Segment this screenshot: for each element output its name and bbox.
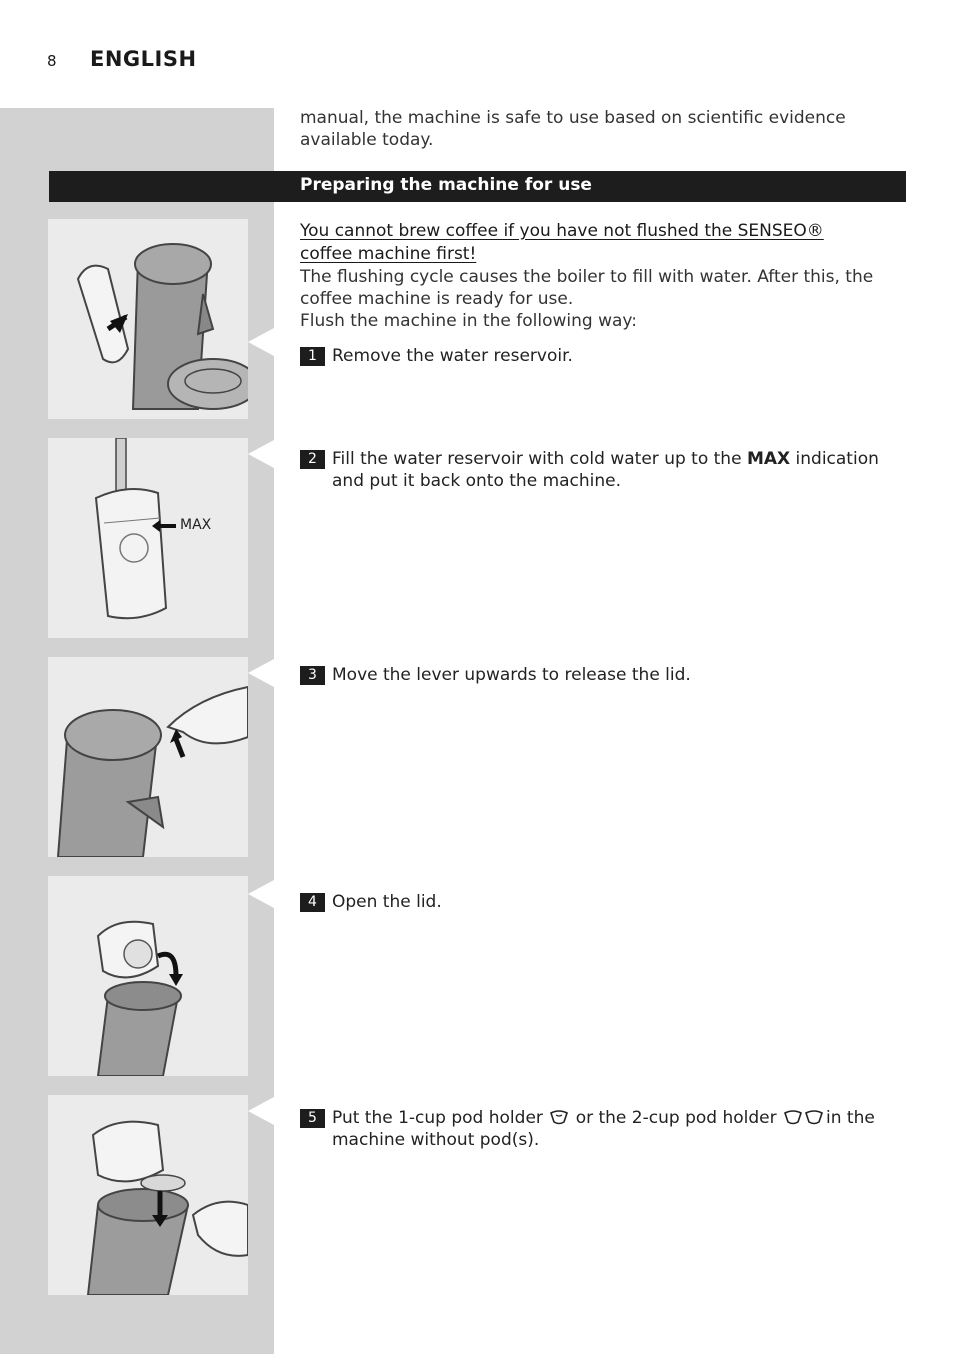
step-text bbox=[332, 448, 892, 492]
callout-notch bbox=[248, 328, 274, 356]
warning-underlined: You cannot brew coffee if you have not flushed the SENSEO® coffee machine first! bbox=[300, 221, 824, 264]
illustration-fill-reservoir bbox=[48, 438, 248, 638]
step-text-part: Put the 1-cup pod holder bbox=[332, 1108, 549, 1128]
coffee-machine-icon bbox=[48, 219, 248, 419]
step-number: 3 bbox=[300, 666, 325, 685]
callout-notch bbox=[248, 440, 274, 468]
step-number: 4 bbox=[300, 893, 325, 912]
step-text bbox=[332, 1107, 892, 1151]
intro-paragraph: manual, the machine is safe to use based on scientific evidence available today. bbox=[300, 108, 846, 150]
step-number: 5 bbox=[300, 1109, 325, 1128]
illustration-remove-reservoir bbox=[48, 219, 248, 419]
open-lid-icon bbox=[48, 876, 248, 1076]
callout-notch bbox=[248, 880, 274, 908]
illustration-release-lever bbox=[48, 657, 248, 857]
flush-intro: Flush the machine in the following way: bbox=[300, 311, 637, 331]
step-text-part: Fill the water reservoir with cold water up to the bbox=[332, 449, 747, 469]
body-paragraph bbox=[300, 266, 900, 332]
water-reservoir-icon bbox=[48, 438, 248, 638]
callout-notch bbox=[248, 659, 274, 687]
step-number: 1 bbox=[300, 347, 325, 366]
step-text-part: or the 2-cup pod holder bbox=[570, 1108, 782, 1128]
max-label: MAX bbox=[180, 517, 212, 533]
lever-icon bbox=[48, 657, 248, 857]
step-text: Move the lever upwards to release the lid. bbox=[332, 665, 691, 685]
flushing-description: The flushing cycle causes the boiler to fill with water. After this, the coffee machine is ready for use. bbox=[300, 267, 874, 309]
pod-holder-icon bbox=[48, 1095, 248, 1295]
step-text: Remove the water reservoir. bbox=[332, 346, 573, 366]
illustration-open-lid bbox=[48, 876, 248, 1076]
one-cup-icon bbox=[548, 1108, 570, 1126]
step-text-part: in the machine without pod(s). bbox=[332, 1108, 875, 1150]
step-text-part: indication and put it back onto the machine. bbox=[332, 449, 879, 491]
step-number: 2 bbox=[300, 450, 325, 469]
max-bold: MAX bbox=[746, 449, 791, 469]
callout-notch bbox=[248, 1097, 274, 1125]
section-title: Preparing the machine for use bbox=[300, 175, 592, 195]
language-heading: ENGLISH bbox=[90, 47, 197, 71]
illustration-insert-pod-holder bbox=[48, 1095, 248, 1295]
two-cup-icon bbox=[782, 1108, 826, 1126]
warning-text bbox=[300, 220, 875, 266]
page-number: 8 bbox=[47, 52, 57, 70]
step-text: Open the lid. bbox=[332, 892, 442, 912]
